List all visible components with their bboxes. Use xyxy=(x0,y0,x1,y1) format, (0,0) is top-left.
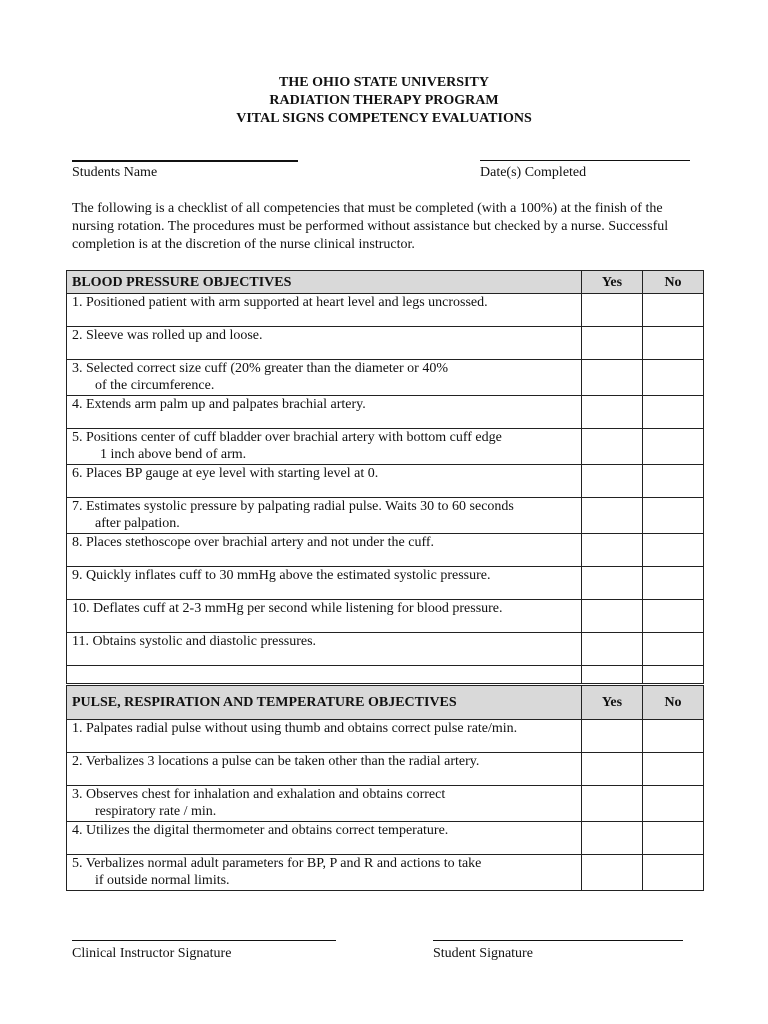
yes-checkbox-cell[interactable] xyxy=(582,534,643,567)
objective-text: 8. Places stethoscope over brachial artery and not under the cuff. xyxy=(67,534,582,567)
yes-checkbox-cell[interactable] xyxy=(582,720,643,753)
no-checkbox-cell[interactable] xyxy=(643,396,704,429)
no-checkbox-cell[interactable] xyxy=(643,786,704,822)
table-row xyxy=(67,567,704,600)
table-row xyxy=(67,498,704,534)
bp-no-header: No xyxy=(643,271,704,294)
bp-table-header xyxy=(67,271,704,294)
no-checkbox-cell[interactable] xyxy=(643,822,704,855)
objective-text: 7. Estimates systolic pressure by palpating radial pulse. Waits 30 to 60 seconds after palpation. xyxy=(67,498,582,534)
table-row xyxy=(67,786,704,822)
table-row xyxy=(67,396,704,429)
no-checkbox-cell[interactable] xyxy=(643,294,704,327)
prt-yes-header: Yes xyxy=(582,686,643,720)
yes-checkbox-cell[interactable] xyxy=(582,396,643,429)
table-row-empty xyxy=(67,666,704,684)
table-row xyxy=(67,294,704,327)
student-name-line[interactable] xyxy=(72,160,298,162)
header-title: VITAL SIGNS COMPETENCY EVALUATIONS xyxy=(236,111,532,126)
objective-text: 3. Selected correct size cuff (20% greater than the diameter or 40% of the circumference. xyxy=(67,360,582,396)
table-row xyxy=(67,633,704,666)
yes-checkbox-cell[interactable] xyxy=(582,633,643,666)
no-checkbox-cell[interactable] xyxy=(643,465,704,498)
objective-text: 1. Positioned patient with arm supported at heart level and legs uncrossed. xyxy=(67,294,582,327)
yes-checkbox-cell[interactable] xyxy=(582,465,643,498)
intro-paragraph: The following is a checklist of all competencies that must be completed (with a 100%) at the finish of the nursing rotation. The procedures must be performed without assistance but checked by a nurse. Successful completion is at the discretion of the nurse clinical instructor. xyxy=(72,201,669,252)
yes-checkbox-cell[interactable] xyxy=(582,327,643,360)
yes-checkbox-cell[interactable] xyxy=(582,822,643,855)
document-header xyxy=(0,74,768,128)
objective-text: 5. Positions center of cuff bladder over brachial artery with bottom cuff edge 1 inch above bend of arm. xyxy=(67,429,582,465)
no-checkbox-cell[interactable] xyxy=(643,633,704,666)
prt-section-title: PULSE, RESPIRATION AND TEMPERATURE OBJECTIVES xyxy=(67,686,582,720)
prt-objectives-table xyxy=(66,685,704,891)
student-name-label: Students Name xyxy=(72,165,158,180)
table-row xyxy=(67,360,704,396)
dates-completed-label: Date(s) Completed xyxy=(480,165,587,180)
table-row xyxy=(67,855,704,891)
table-row xyxy=(67,720,704,753)
yes-checkbox-cell[interactable] xyxy=(582,429,643,465)
no-checkbox-cell[interactable] xyxy=(643,753,704,786)
objective-text: 1. Palpates radial pulse without using thumb and obtains correct pulse rate/min. xyxy=(67,720,582,753)
table-row xyxy=(67,465,704,498)
no-checkbox-cell[interactable] xyxy=(643,360,704,396)
objective-text: 11. Obtains systolic and diastolic pressures. xyxy=(67,633,582,666)
objective-text: 6. Places BP gauge at eye level with starting level at 0. xyxy=(67,465,582,498)
table-row xyxy=(67,327,704,360)
header-program: RADIATION THERAPY PROGRAM xyxy=(269,93,499,108)
yes-checkbox-cell[interactable] xyxy=(582,753,643,786)
yes-checkbox-cell[interactable] xyxy=(582,294,643,327)
objective-text: 2. Verbalizes 3 locations a pulse can be taken other than the radial artery. xyxy=(67,753,582,786)
table-row xyxy=(67,600,704,633)
table-row xyxy=(67,429,704,465)
yes-checkbox-cell[interactable] xyxy=(582,786,643,822)
no-checkbox-cell[interactable] xyxy=(643,498,704,534)
no-checkbox-cell[interactable] xyxy=(643,534,704,567)
objective-text: 4. Extends arm palm up and palpates brachial artery. xyxy=(67,396,582,429)
table-row xyxy=(67,753,704,786)
yes-checkbox-cell[interactable] xyxy=(582,567,643,600)
table-row xyxy=(67,822,704,855)
student-signature-line[interactable] xyxy=(433,940,683,941)
objective-text: 4. Utilizes the digital thermometer and obtains correct temperature. xyxy=(67,822,582,855)
no-checkbox-cell[interactable] xyxy=(643,855,704,891)
prt-table-header xyxy=(67,686,704,720)
student-signature-label: Student Signature xyxy=(433,946,533,961)
bp-objectives-table xyxy=(66,270,704,684)
bp-section-title: BLOOD PRESSURE OBJECTIVES xyxy=(67,271,582,294)
objective-text: 9. Quickly inflates cuff to 30 mmHg above the estimated systolic pressure. xyxy=(67,567,582,600)
bp-yes-header: Yes xyxy=(582,271,643,294)
objective-text: 10. Deflates cuff at 2-3 mmHg per second while listening for blood pressure. xyxy=(67,600,582,633)
no-checkbox-cell[interactable] xyxy=(643,720,704,753)
no-checkbox-cell[interactable] xyxy=(643,666,704,684)
table-row xyxy=(67,534,704,567)
no-checkbox-cell[interactable] xyxy=(643,327,704,360)
yes-checkbox-cell[interactable] xyxy=(582,666,643,684)
dates-completed-line[interactable] xyxy=(480,160,690,161)
objective-text: 2. Sleeve was rolled up and loose. xyxy=(67,327,582,360)
prt-no-header: No xyxy=(643,686,704,720)
no-checkbox-cell[interactable] xyxy=(643,429,704,465)
no-checkbox-cell[interactable] xyxy=(643,600,704,633)
instructor-signature-label: Clinical Instructor Signature xyxy=(72,946,232,961)
instructor-signature-line[interactable] xyxy=(72,940,336,941)
no-checkbox-cell[interactable] xyxy=(643,567,704,600)
objective-text: 5. Verbalizes normal adult parameters for BP, P and R and actions to take if outside normal limits. xyxy=(67,855,582,891)
yes-checkbox-cell[interactable] xyxy=(582,360,643,396)
yes-checkbox-cell[interactable] xyxy=(582,498,643,534)
yes-checkbox-cell[interactable] xyxy=(582,855,643,891)
yes-checkbox-cell[interactable] xyxy=(582,600,643,633)
objective-text: 3. Observes chest for inhalation and exhalation and obtains correct respiratory rate / min. xyxy=(67,786,582,822)
header-university: THE OHIO STATE UNIVERSITY xyxy=(279,75,489,90)
